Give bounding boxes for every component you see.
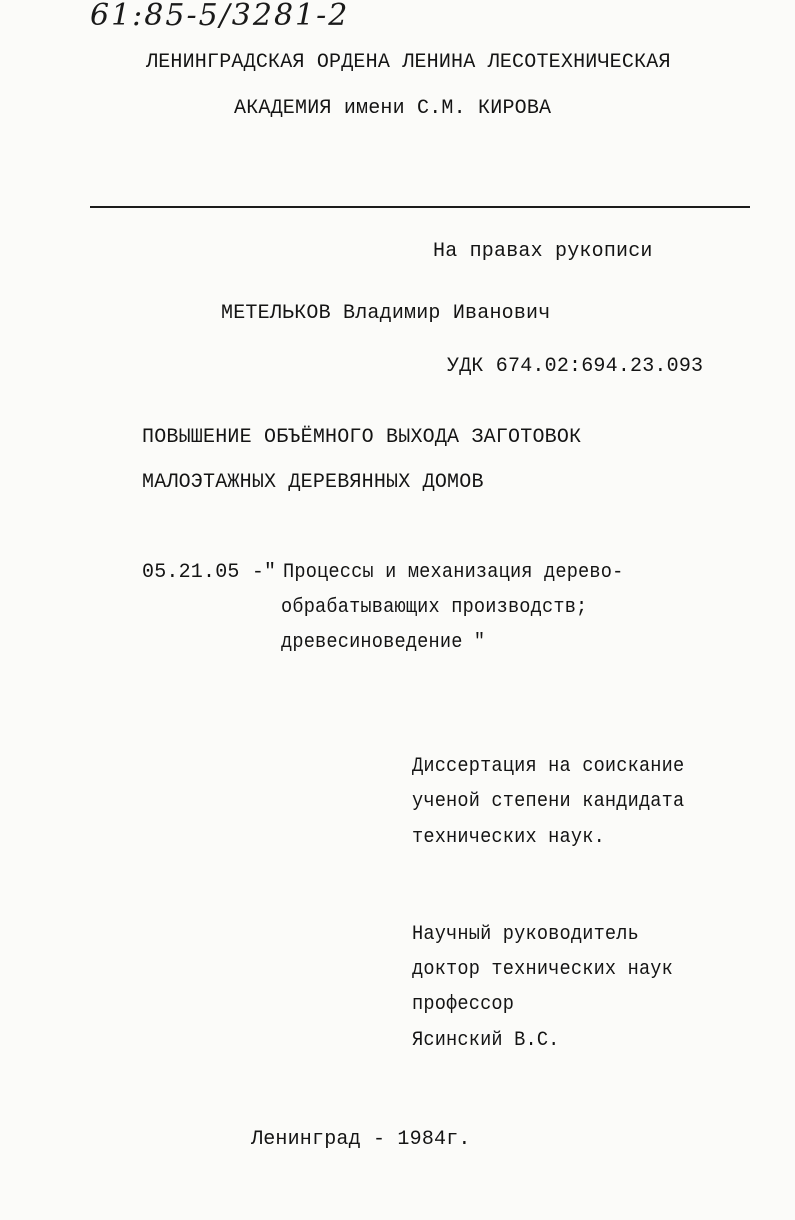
title-line-2: МАЛОЭТАЖНЫХ ДЕРЕВЯННЫХ ДОМОВ bbox=[142, 471, 484, 494]
archive-code: 61:85-5/3281-2 bbox=[90, 0, 350, 33]
specialty-code: 05.21.05 -" bbox=[142, 561, 277, 584]
title-line-1: ПОВЫШЕНИЕ ОБЪЁМНОГО ВЫХОДА ЗАГОТОВОК bbox=[142, 426, 582, 449]
supervisor-line-1: Научный руководитель bbox=[412, 923, 639, 946]
institution-line-1: ЛЕНИНГРАДСКАЯ ОРДЕНА ЛЕНИНА ЛЕСОТЕХНИЧЕСКАЯ bbox=[146, 51, 671, 74]
udc-code: УДК 674.02:694.23.093 bbox=[447, 355, 704, 378]
place-and-year: Ленинград - 1984г. bbox=[251, 1128, 471, 1151]
header-divider bbox=[90, 206, 750, 208]
specialty-line-2: обрабатывающих производств; bbox=[281, 596, 588, 619]
supervisor-line-2: доктор технических наук bbox=[412, 958, 674, 981]
institution-line-2: АКАДЕМИЯ имени С.М. КИРОВА bbox=[234, 97, 552, 120]
dissertation-line-3: технических наук. bbox=[412, 826, 605, 849]
specialty-line-3: древесиноведение " bbox=[281, 631, 486, 654]
supervisor-name: Ясинский В.С. bbox=[412, 1029, 560, 1052]
specialty-line-1: Процессы и механизация дерево- bbox=[283, 561, 624, 584]
manuscript-note: На правах рукописи bbox=[433, 240, 653, 263]
supervisor-line-3: профессор bbox=[412, 993, 515, 1016]
author-name: МЕТЕЛЬКОВ Владимир Иванович bbox=[221, 302, 551, 325]
dissertation-line-2: ученой степени кандидата bbox=[412, 790, 685, 813]
dissertation-line-1: Диссертация на соискание bbox=[412, 755, 685, 778]
